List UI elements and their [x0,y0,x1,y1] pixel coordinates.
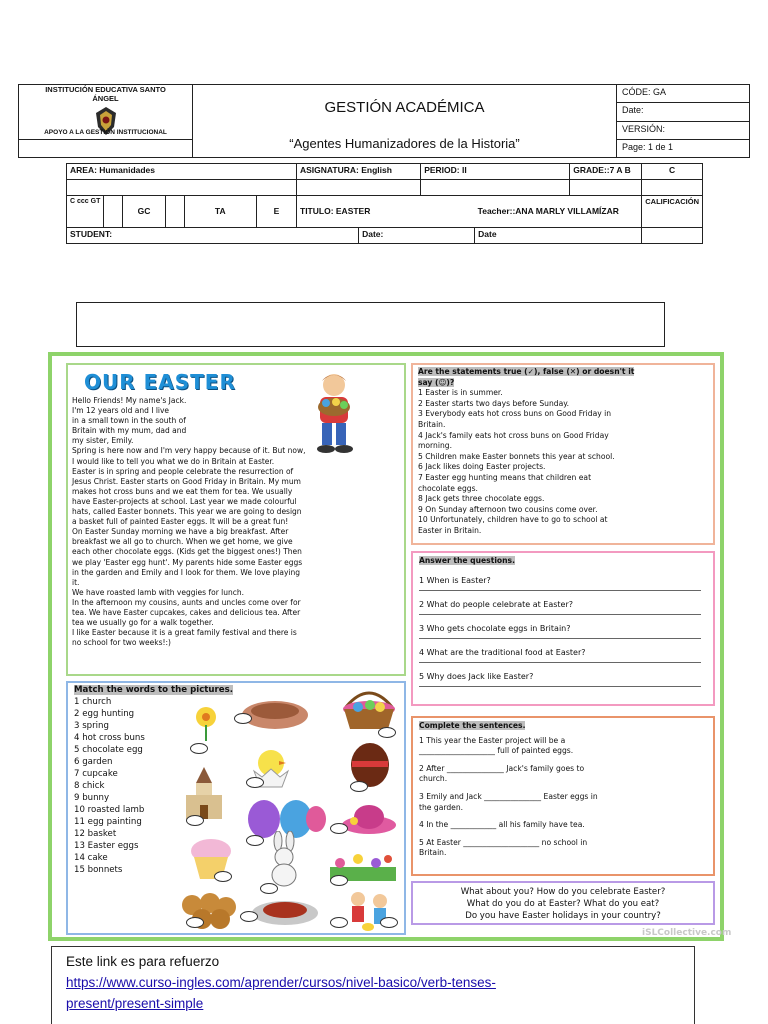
link-intro: Este link es para refuerzo [66,954,220,969]
story-line: Britain with my mum, dad and [72,426,187,436]
answer-bubble[interactable] [330,823,348,834]
story-line: Jesus Christ. Easter starts on Good Friday in Britain. My mum [72,476,301,486]
statement-line: 6 Jack likes doing Easter projects. [418,462,546,472]
statement-line: morning. [418,441,453,451]
boy-with-basket-icon [286,369,382,457]
story-line: In the afternoon my cousins, aunts and uncles come over for [72,597,301,607]
answer-line[interactable] [419,657,701,663]
match-word: 11 egg painting [74,816,142,827]
bunny-icon [264,831,304,887]
story-line: in a small town in the south of [72,416,186,426]
match-word: 3 spring [74,720,109,731]
sentences-list [419,736,707,859]
sentence-line: 3 Emily and Jack _______________ Easter eggs in [419,791,598,801]
e-cell: E [256,196,296,228]
statement-line: chocolate eggs. [418,483,478,493]
answer-bubble[interactable] [330,917,348,928]
link-url-line1: https://www.curso-ingles.com/aprender/cursos/nivel-basico/verb-tenses- [66,975,496,990]
answer-bubble[interactable] [234,713,252,724]
match-heading: Match the words to the pictures. [74,685,233,695]
match-word: 2 egg hunting [74,708,135,719]
story-line: Hello Friends! My name's Jack. [72,396,187,405]
story-line: tea. We have Easter cupcakes, cakes and delicious tea. After [72,607,301,617]
answer-bubble[interactable] [186,815,204,826]
statement-line: 8 Jack gets three chocolate eggs. [418,494,545,504]
match-word: 14 cake [74,852,108,863]
student-cell: STUDENT: [67,228,359,244]
match-word: 5 chocolate egg [74,744,143,755]
worksheet-title: OUR EASTER [84,370,236,394]
statements-list [418,388,708,536]
question-line: 2 What do people celebrate at Easter? [419,599,574,609]
spring-flowers-icon [186,703,226,743]
answer-line[interactable] [419,633,701,639]
answer-bubble[interactable] [246,777,264,788]
easter-worksheet [48,352,732,941]
statement-line: 9 On Sunday afternoon two cousins come over. [418,504,598,514]
story-line: a basket full of painted Easter eggs. It will be a great fun! [72,517,289,527]
statement-line: Britain. [418,419,446,429]
match-word: 8 chick [74,780,105,791]
gc-cell: GC [123,196,166,228]
questions-panel [411,551,715,706]
complete-panel [411,716,715,876]
church-icon [182,765,226,821]
about-you-line: Do you have Easter holidays in your country? [465,911,661,921]
question-line: 3 Who gets chocolate eggs in Britain? [419,623,571,633]
statement-line: 1 Easter is in summer. [418,388,503,398]
sentence-line: the garden. [419,802,464,812]
version-cell: VERSIÓN: [617,121,750,139]
tf-heading-1: Are the statements true (✓), false (✕) or doesn't it [418,367,635,376]
answer-line[interactable] [419,681,701,687]
answer-heading: Answer the questions. [419,556,515,565]
story-line: we play 'Easter egg hunt'. My parents hide some Easter eggs [72,557,303,567]
true-false-panel [411,363,715,545]
answer-bubble[interactable] [330,875,348,886]
question-line: 5 Why does Jack like Easter? [419,671,534,681]
match-word: 9 bunny [74,792,110,803]
story-line: have Easter-projects at school. Last year we made colourful [72,496,297,506]
c-cell: C [642,164,703,180]
about-you-panel [411,881,715,925]
about-you-line: What do you do at Easter? What do you eat? [466,899,660,909]
info-table [66,163,703,244]
student-date2-cell: Date [475,228,642,244]
statement-line: 5 Children make Easter bonnets this year at school. [418,451,615,461]
sentence-line: 5 At Easter ____________________ no school in [419,837,588,847]
story-line: tea we usually go for a walk together. [72,618,214,628]
story-line: Spring is here now and I'm very happy because of it. But now, [72,446,306,456]
institution-cell [19,85,193,140]
match-word: 6 garden [74,756,113,767]
statement-line: 10 Unfortunately, children have to go to school at [418,515,608,525]
story-line: On Easter Sunday morning we have a big breakfast. After [72,527,289,537]
match-word: 13 Easter eggs [74,840,139,851]
story-line: I like Easter because it is a great family festival and there is [72,628,297,638]
story-line: makes hot cross buns and we eat them for tea. We usually [72,486,293,496]
answer-bubble[interactable] [378,727,396,738]
statement-line: 7 Easter egg hunting means that children eat [418,472,592,482]
page-cell: Page: 1 de 1 [617,139,750,157]
story-line: I'm 12 years old and I live [72,406,170,416]
header-motto: “Agentes Humanizadores de la Historia” [289,136,520,151]
header-table [18,84,750,158]
sentence-line: 2 After _______________ Jack's family goes to [419,763,585,773]
sentence-line: ____________________ full of painted eggs. [419,746,574,756]
match-word: 1 church [74,696,112,707]
roasted-lamb-icon [250,895,320,927]
title-cell [193,85,617,158]
answer-line[interactable] [419,585,701,591]
tf-heading-2: say (☺)? [418,377,455,387]
match-word: 12 basket [74,828,117,839]
title-cell-info: TITULO: EASTER [297,196,475,228]
answer-bubble[interactable] [240,911,258,922]
story-line: Easter is in spring and people celebrate the resurrection of [72,466,294,476]
story-line: breakfast we all go to church. When we get home, we give [72,537,293,547]
ta-cell: TA [184,196,256,228]
support-label: APOYO A LA GESTIÓN INSTITUCIONAL [44,128,167,136]
sentence-line: 1 This year the Easter project will be a [419,735,566,745]
period-cell: PERIOD: II [421,164,570,180]
story-line: each other chocolate eggs. (Kids get the biggest ones!) Then [72,547,302,557]
sentence-line: Britain. [419,848,447,858]
answer-bubble[interactable] [186,917,204,928]
answer-bubble[interactable] [190,743,208,754]
answer-bubble[interactable] [350,781,368,792]
link-url-line2: present/present-simple [66,996,204,1011]
basket-icon [340,685,398,733]
match-word: 15 bonnets [74,864,123,875]
match-panel [66,681,406,935]
story-line: it. [72,577,80,587]
reinforcement-link-box [51,946,695,1024]
area-cell: AREA: Humanidades [67,164,297,180]
story-line: hats, called Easter bonnets. This year we are going to design [72,507,302,517]
c-ccc-gt-cell: C ccc GT [67,196,104,228]
story-panel [66,363,406,676]
match-word: 7 cupcake [74,768,118,779]
about-you-line: What about you? How do you celebrate Easter? [460,887,666,897]
statement-line: 3 Everybody eats hot cross buns on Good Friday in [418,409,612,419]
institution-name: INSTITUCIÓN EDUCATIVA SANTO ÁNGEL [45,85,166,103]
sentence-line: 4 In the ____________ all his family have tea. [419,820,585,830]
grade-cell: GRADE::7 A B [570,164,642,180]
answer-bubble[interactable] [380,917,398,928]
story-line: in the garden and Emily and I look for them. We love playing [72,567,300,577]
story-line: We have roasted lamb with veggies for lunch. [72,587,245,597]
statement-line: Easter in Britain. [418,525,482,535]
complete-heading: Complete the sentences. [419,721,526,730]
calification-cell: CALIFICACIÓN [642,196,703,228]
subject-cell: ASIGNATURA: English [297,164,421,180]
story-line: my sister, Emily. [72,436,134,446]
match-word: 10 roasted lamb [74,804,145,815]
questions-list [419,576,707,687]
reinforcement-link[interactable] [66,975,496,1011]
sentence-line: church. [419,774,448,784]
code-cell: CÓDE: GA [617,85,750,103]
about-you-list [419,886,707,922]
match-word: 4 hot cross buns [74,732,145,743]
question-line: 4 What are the traditional food at Easter? [419,647,586,657]
question-line: 1 When is Easter? [419,575,491,585]
answer-bubble[interactable] [214,871,232,882]
answer-bubble[interactable] [246,835,264,846]
story-line: no school for two weeks!:) [72,638,171,648]
empty-box [76,302,665,347]
story-line: I would like to tell you what we do in Britain at Easter. [72,456,275,466]
statement-line: 2 Easter starts two days before Sunday. [418,398,570,408]
statement-line: 4 Jack's family eats hot cross buns on Good Friday [418,430,609,440]
header-title: GESTIÓN ACADÉMICA [324,99,485,116]
answer-line[interactable] [419,609,701,615]
picture-collage [180,685,402,933]
hot-cross-buns-icon [240,695,310,731]
watermark: iSLCollective.com [642,928,732,938]
teacher-cell: Teacher::ANA MARLY VILLAMÍZAR [475,196,642,228]
student-date-cell: Date: [359,228,475,244]
date-cell: Date: [617,103,750,121]
bonnets-icon [340,797,398,837]
answer-bubble[interactable] [260,883,278,894]
